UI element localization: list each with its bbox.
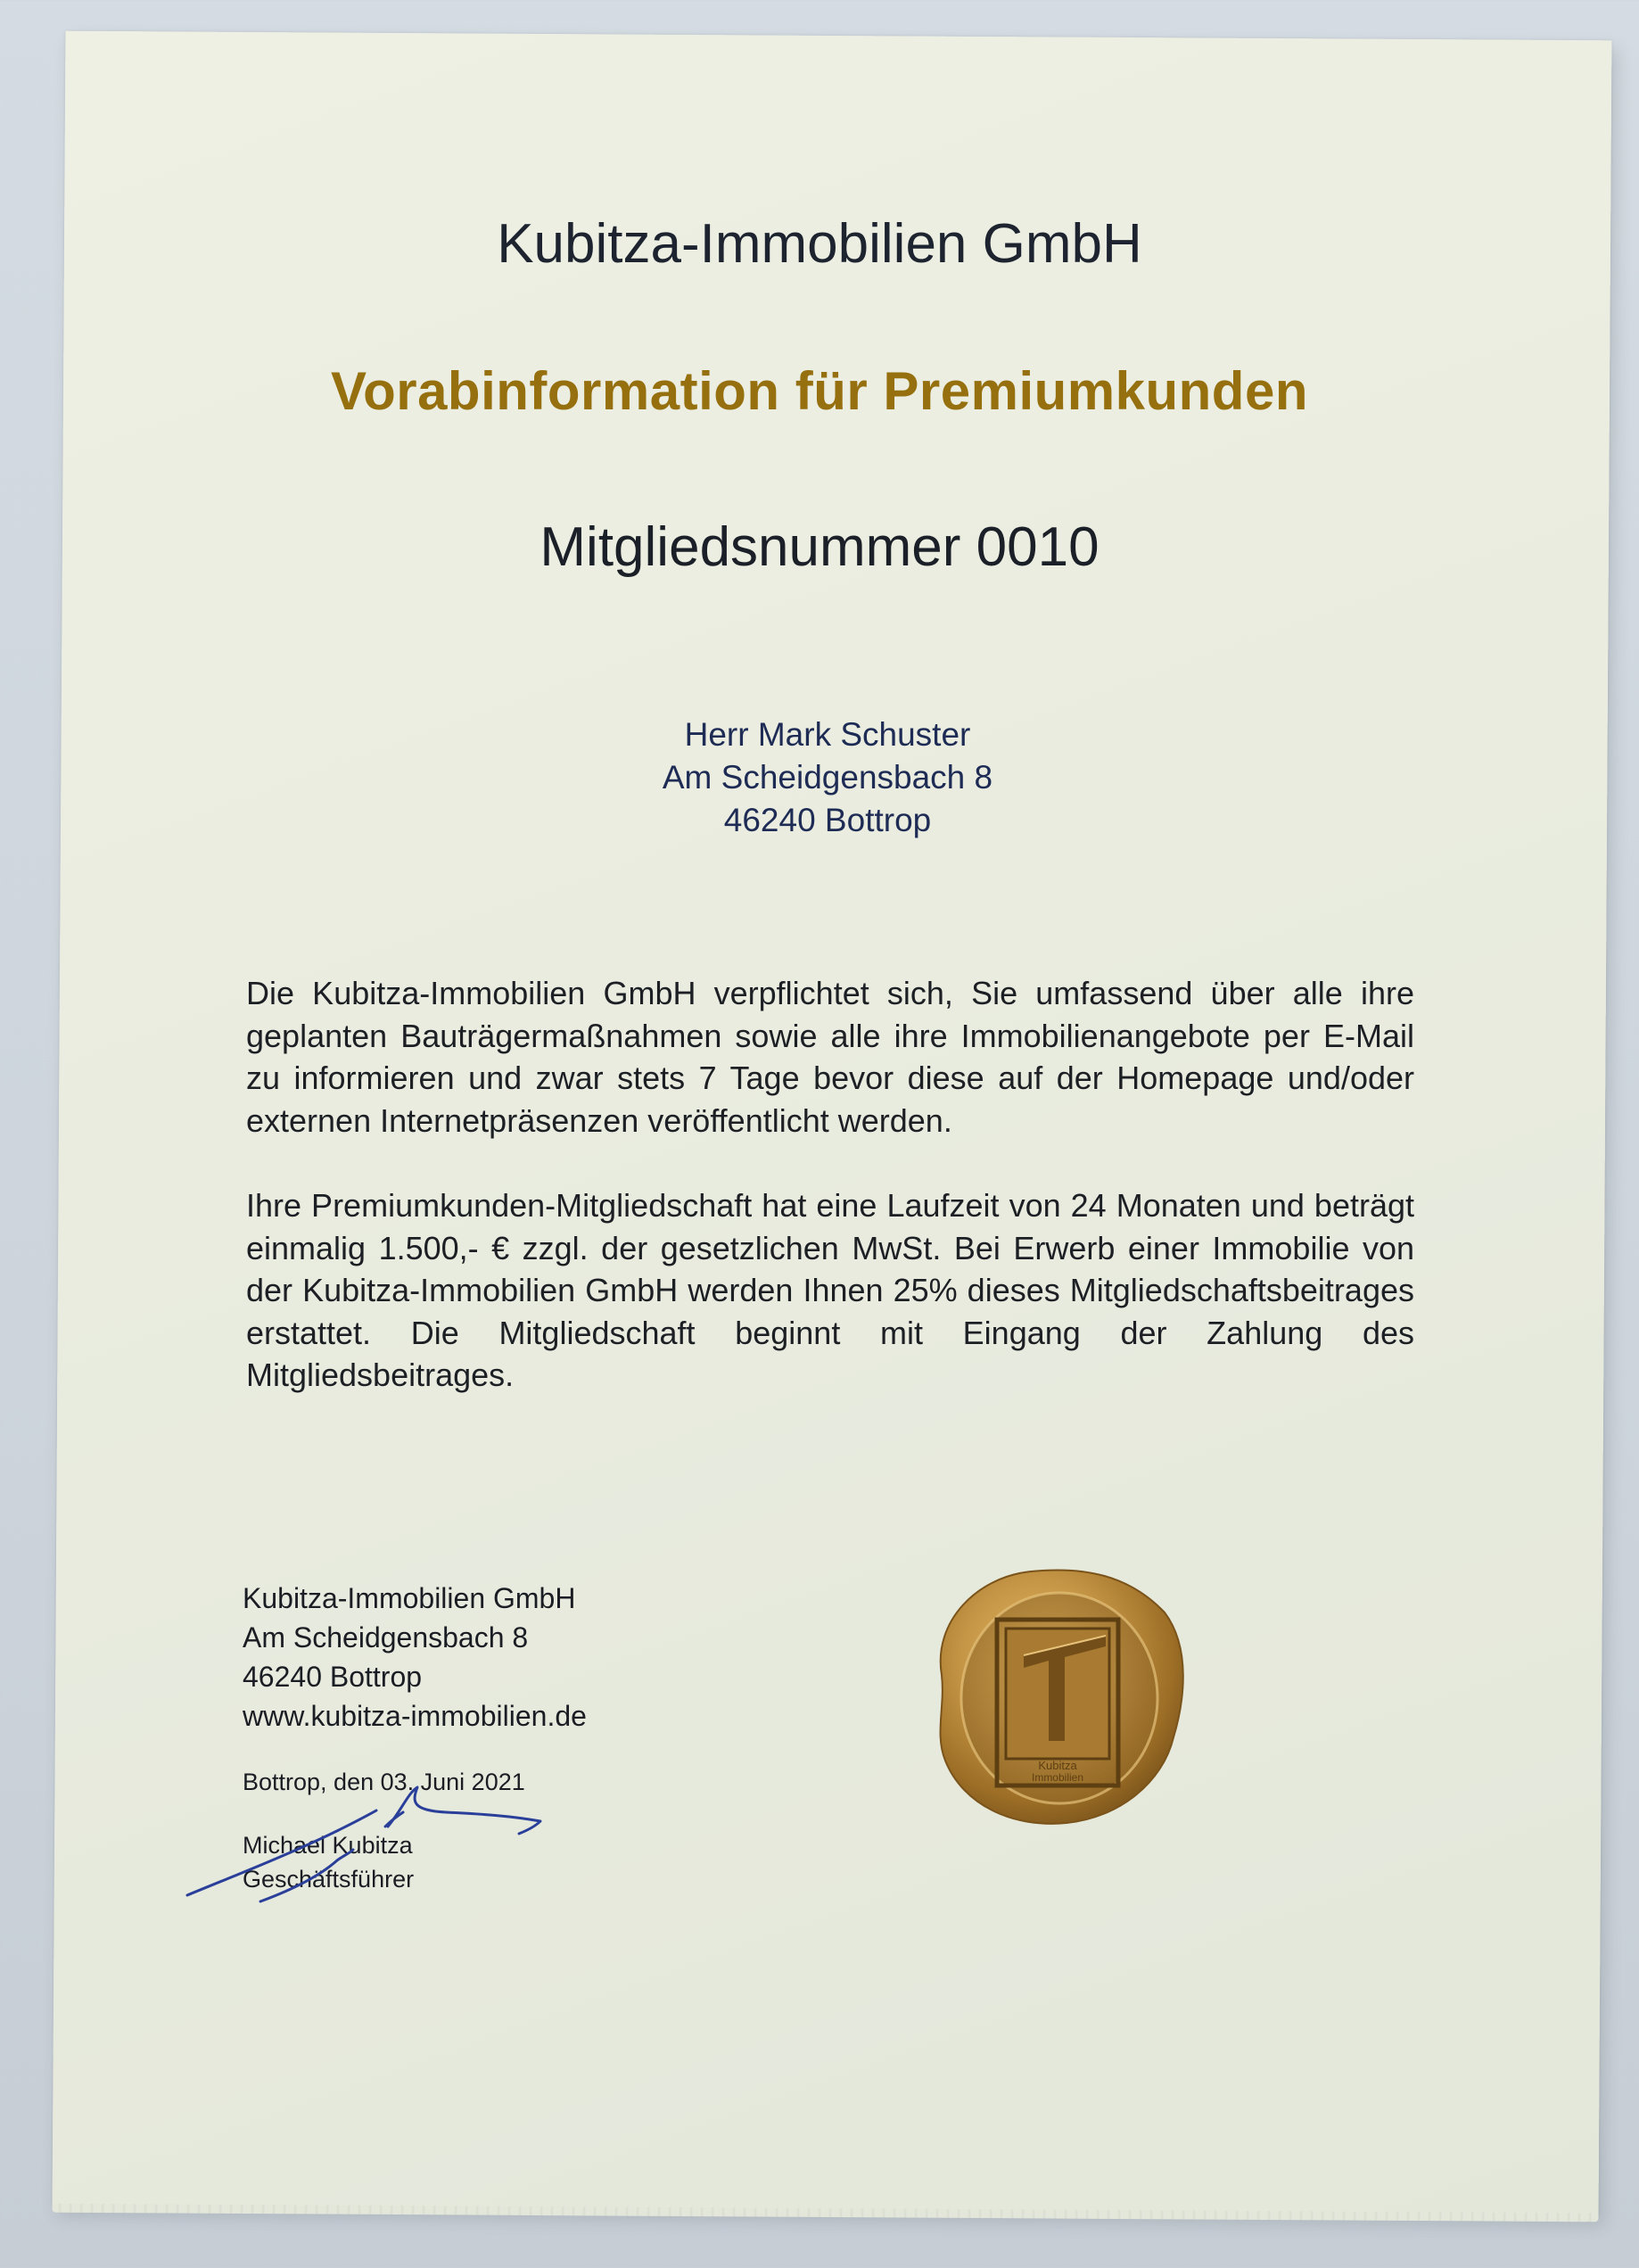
recipient-street: Am Scheidgensbach 8: [662, 759, 993, 796]
signer-role: Geschäftsführer: [243, 1866, 415, 1893]
signer-name: Michael Kubitza: [243, 1832, 413, 1859]
recipient-name: Herr Mark Schuster: [684, 716, 971, 753]
handwritten-signature: [178, 1775, 553, 1909]
sender-company: Kubitza-Immobilien GmbH: [243, 1582, 576, 1614]
svg-text:Kubitza: Kubitza: [1038, 1759, 1077, 1772]
deckle-edge: [53, 2204, 1599, 2223]
sender-city: 46240 Bottrop: [243, 1661, 423, 1693]
sender-street: Am Scheidgensbach 8: [243, 1621, 529, 1654]
sender-website: www.kubitza-immobilien.de: [243, 1700, 587, 1732]
date-line: Bottrop, den 03. Juni 2021: [243, 1769, 525, 1795]
member-number: Mitgliedsnummer 0010: [539, 516, 1100, 578]
document-title: Vorabinformation für Premiumkunden: [331, 361, 1308, 421]
body-paragraph-1: Die Kubitza-Immobilien GmbH verpflichtet sich, Sie umfassend über alle ihre geplanten Bauträgermaßnahmen sowie alle ihre Immobilienangebote per E-Mail zu informieren und zwar stets 7 Tage bevor diese auf der Homepage und/oder externen Internetpräsenzen veröffentlicht werden.: [246, 975, 1414, 1139]
company-title: Kubitza-Immobilien GmbH: [497, 213, 1142, 275]
recipient-city: 46240 Bottrop: [723, 802, 932, 838]
wax-seal-icon: [906, 1550, 1200, 1844]
svg-text:Immobilien: Immobilien: [1031, 1771, 1084, 1784]
body-paragraph-2: Ihre Premiumkunden-Mitgliedschaft hat eine Laufzeit von 24 Monaten und beträgt einmalig 1.500,- € zzgl. der gesetzlichen MwSt. Bei Erwerb einer Immobilie von der Kubitza-Immobilien GmbH werden Ihnen 25% dieses Mitgliedschaftsbeitrages erstattet. Die Mitgliedschaft beginnt mit Eingang der Zahlung des Mitgliedsbeitrages.: [246, 1187, 1414, 1393]
